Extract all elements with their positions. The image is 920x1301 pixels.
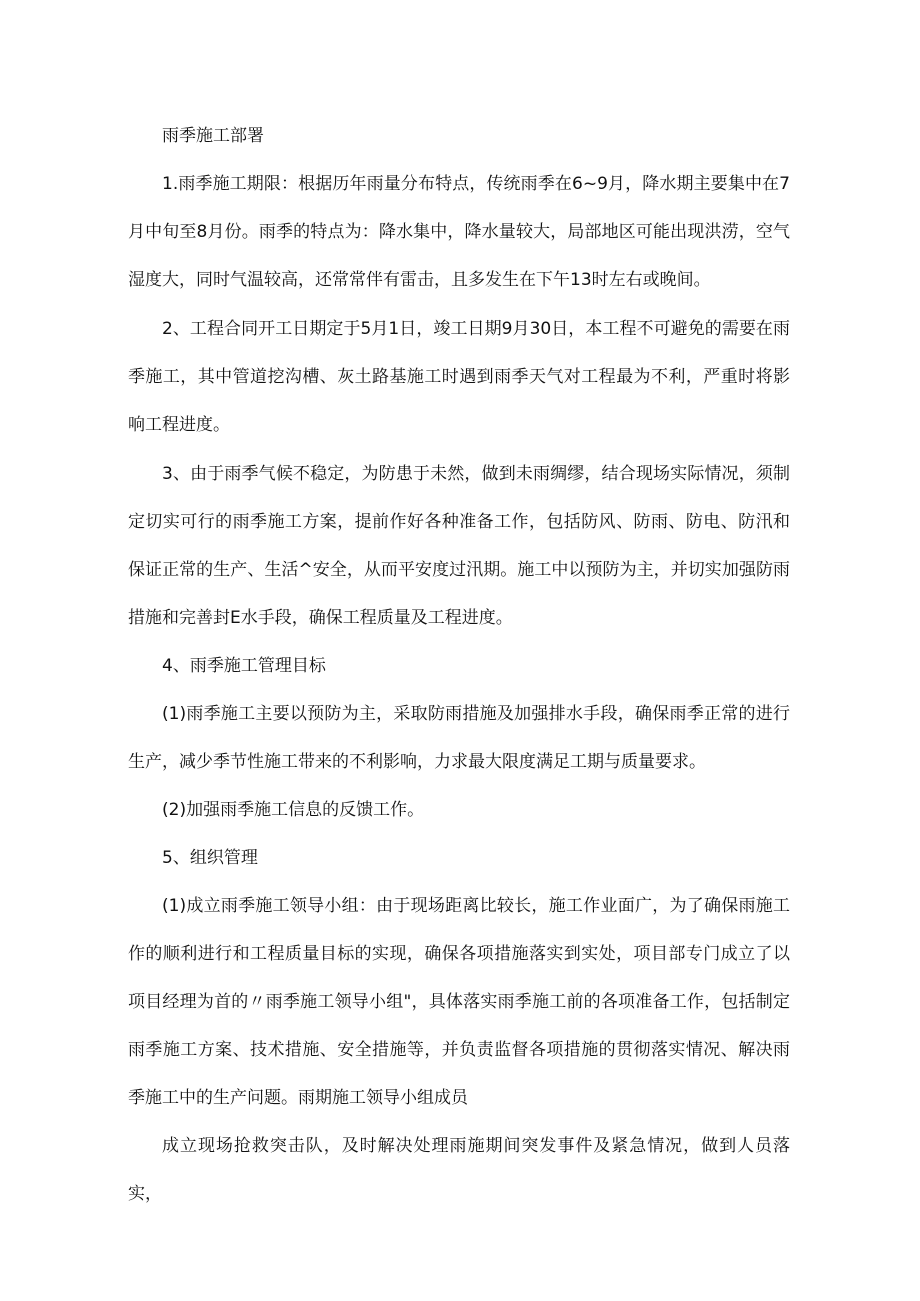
- heading-organization: 5、组织管理: [162, 848, 258, 868]
- paragraph-goal-1: (1)雨季施工主要以预防为主，采取防雨措施及加强排水手段，确保雨季正常的进行生产，减少季节性施工带来的不利影响，力求最大限度满足工期与质量要求。: [128, 704, 790, 772]
- paragraph-goal-2: (2)加强雨季施工信息的反馈工作。: [162, 800, 425, 820]
- document-title: 雨季施工部署: [162, 126, 264, 146]
- heading-management-goals: 4、雨季施工管理目标: [162, 656, 326, 676]
- paragraph-contract-schedule: 2、工程合同开工日期定于5月1日，竣工日期9月30日，本工程不可避免的需要在雨季施工，其中管道挖沟槽、灰土路基施工时遇到雨季天气对工程最为不利，严重时将影响工程进度。: [128, 319, 790, 435]
- paragraph-rain-season-period: 1.雨季施工期限：根据历年雨量分布特点，传统雨季在6~9月，降水期主要集中在7月中旬至8月份。雨季的特点为：降水集中，降水量较大，局部地区可能出现洪涝，空气湿度大，同时气温较高，还常常伴有雷击，且多发生在下午13时左右或晚间。: [128, 174, 790, 290]
- paragraph-rescue-team: 成立现场抢救突击队，及时解决处理雨施期间突发事件及紧急情况，做到人员落实，: [128, 1136, 790, 1204]
- paragraph-preparation: 3、由于雨季气候不稳定，为防患于未然，做到未雨绸缪，结合现场实际情况，须制定切实可行的雨季施工方案，提前作好各种准备工作，包括防风、防雨、防电、防汛和保证正常的生产、生活^安全，从而平安度过汛期。施工中以预防为主，并切实加强防雨措施和完善封E水手段，确保工程质量及工程进度。: [128, 464, 790, 628]
- paragraph-leadership-group: (1)成立雨季施工领导小组：由于现场距离比较长，施工作业面广，为了确保雨施工作的顺利进行和工程质量目标的实现，确保各项措施落实到实处，项目部专门成立了以项目经理为首的〃雨季施工领导小组"，具体落实雨季施工前的各项准备工作，包括制定雨季施工方案、技术措施、安全措施等，并负责监督各项措施的贯彻落实情况、解决雨季施工中的生产问题。雨期施工领导小组成员: [128, 896, 790, 1108]
